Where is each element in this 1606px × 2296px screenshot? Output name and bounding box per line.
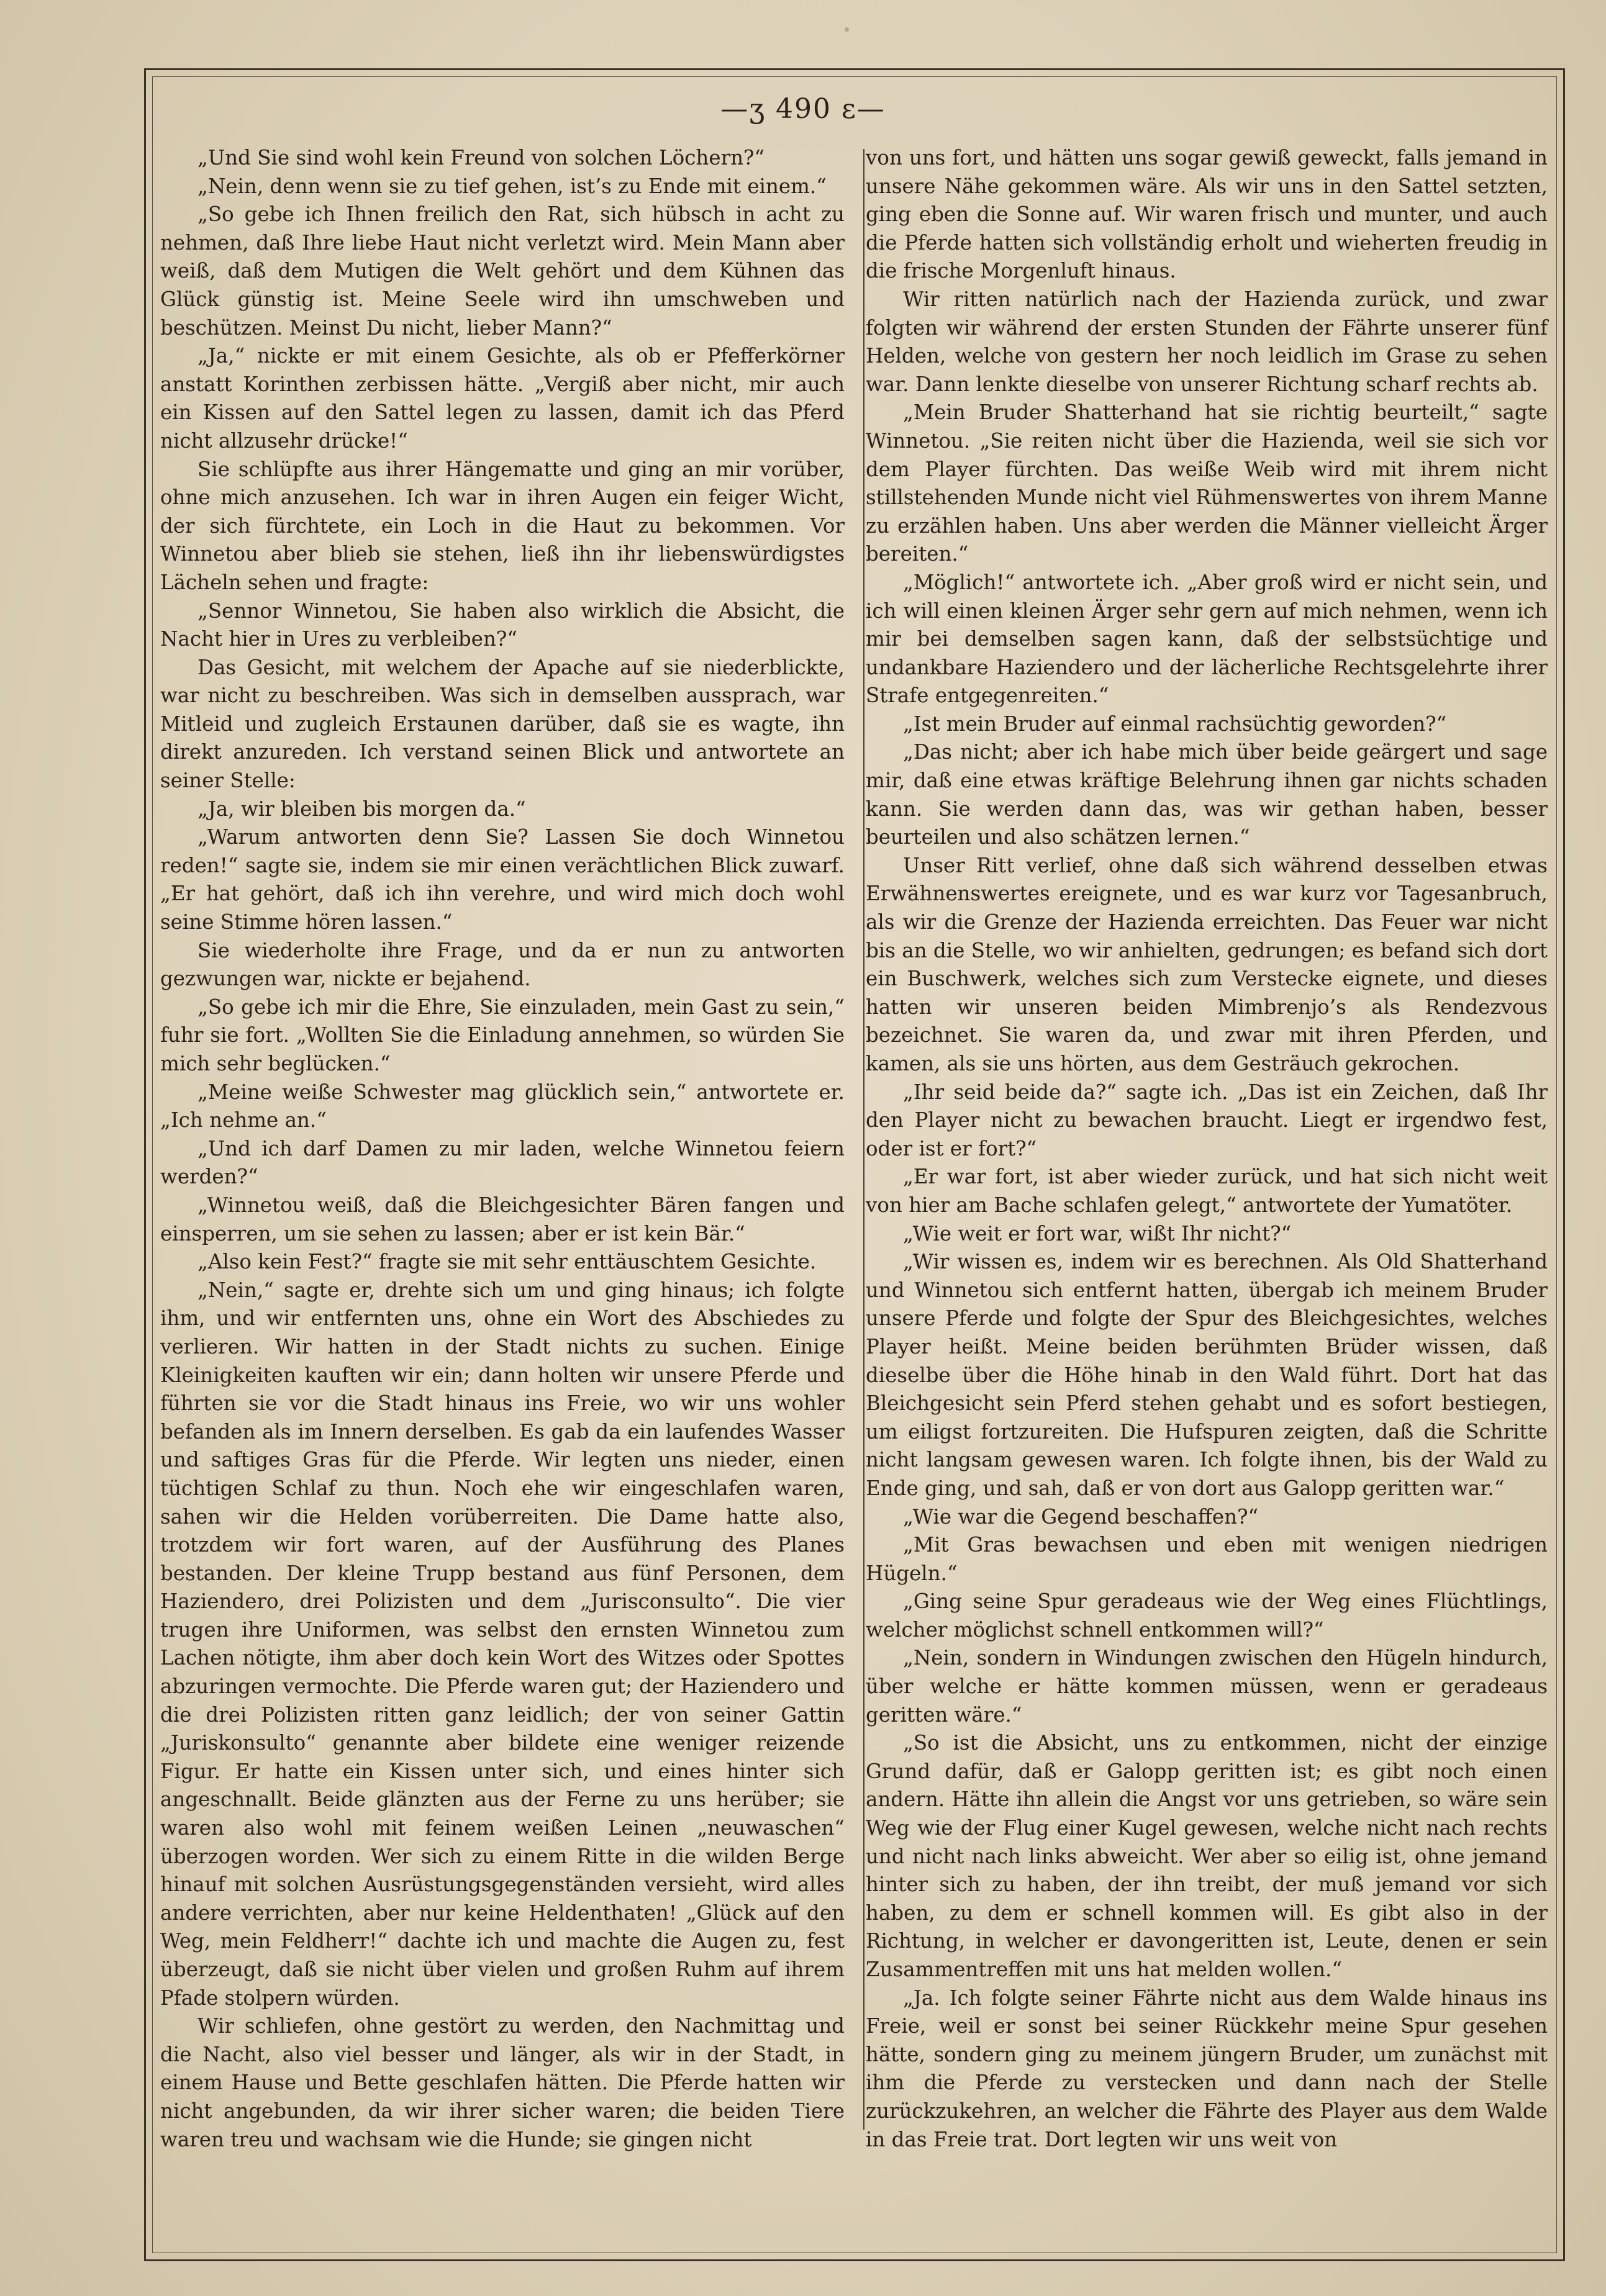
paragraph: „Winnetou weiß, daß die Bleichgesichter Bären fangen und einsperren, um sie sehen zu lassen; aber er ist kein Bär.“ [160, 1193, 845, 1245]
paragraph: „Wie war die Gegend beschaffen?“ [903, 1504, 1259, 1529]
page-number: —ʒ 490 ɛ— [720, 93, 886, 125]
paragraph: „Ja, wir bleiben bis morgen da.“ [197, 797, 526, 821]
paragraph: von uns fort, und hätten uns sogar gewiß geweckt, falls jemand in unsere Nähe gekommen wäre. Als wir uns in den Sattel setzten, ging eben die Sonne auf. Wir waren frisch und munter, und auch die Pferde hatten sich vollständig erholt und wieherten freudig in die frische Morgenluft hinaus. [866, 146, 1548, 283]
paragraph: „Ja. Ich folgte seiner Fährte nicht aus dem Walde hinaus ins Freie, weil er sonst bei seiner Rückkehr meine Spur gesehen hätte, sondern ging zu meinem jüngern Bruder, um zunächst mit ihm die Pferde zu verstecken und dann nach der Stelle zurückzukehren, an welcher die Fährte des Player aus dem Walde in das Freie trat. Dort legten wir uns weit von [866, 1986, 1548, 2151]
paragraph: „Wir wissen es, indem wir es berechnen. Als Old Shatterhand und Winnetou sich entfernt hatten, übergab ich meinem Bruder unsere Pferde und folgte der Spur des Bleichgesichtes, welches Player heißt. Meine beiden berühmten Brüder wissen, daß dieselbe über die Höhe hinab in den Wald führt. Dort hat das Bleichgesicht sein Pferd stehen gehabt und es sofort bestiegen, um eiligst fortzureiten. Die Hufspuren zeigten, daß die Schritte nicht langsam gewesen waren. Ich folgte ihnen, bis der Wald zu Ende ging, und sah, daß er von dort aus Galopp geritten war.“ [866, 1250, 1548, 1500]
paragraph: „So gebe ich Ihnen freilich den Rat, sich hübsch in acht zu nehmen, daß Ihre liebe Haut nicht verletzt wird. Mein Mann aber weiß, daß dem Mutigen die Welt gehört und dem Kühnen das Glück günstig ist. Meine Seele wird ihn umschweben und beschützen. Meinst Du nicht, lieber Mann?“ [160, 202, 845, 340]
paragraph: „Er war fort, ist aber wieder zurück, und hat sich nicht weit von hier am Bache schlafen gelegt,“ antwortete der Yumatöter. [866, 1165, 1548, 1217]
paragraph: „Ja,“ nickte er mit einem Gesichte, als ob er Pfefferkörner anstatt Korinthen zerbissen hätte. „Vergiß aber nicht, mir auch ein Kissen auf den Sattel legen zu lassen, damit ich das Pferd nicht allzusehr drücke!“ [160, 344, 845, 453]
paragraph: Das Gesicht, mit welchem der Apache auf sie niederblickte, war nicht zu beschreiben. Was sich in demselben aussprach, war Mitleid und zugleich Erstaunen darüber, daß sie es wagte, ihn direkt anzureden. Ich verstand seinen Blick und antwortete an seiner Stelle: [160, 655, 845, 793]
paragraph: „Sennor Winnetou, Sie haben also wirklich die Absicht, die Nacht hier in Ures zu verbleiben?“ [160, 599, 845, 651]
paragraph: „Warum antworten denn Sie? Lassen Sie doch Winnetou reden!“ sagte sie, indem sie mir einen verächtlichen Blick zuwarf. „Er hat gehört, daß ich ihn verehre, und wird mich doch wohl seine Stimme hören lassen.“ [160, 825, 845, 934]
paragraph: „Möglich!“ antwortete ich. „Aber groß wird er nicht sein, und ich will einen kleinen Ärger sehr gern auf mich nehmen, wenn ich mir bei demselben sagen kann, daß der selbstsüchtige und undankbare Haziendero und der lächerliche Rechtsgelehrte ihrer Strafe entgegenreiten.“ [866, 570, 1548, 708]
paragraph: „Mein Bruder Shatterhand hat sie richtig beurteilt,“ sagte Winnetou. „Sie reiten nicht über die Hazienda, weil sie sich vor dem Player fürchten. Das weiße Weib wird mit ihrem nicht stillstehenden Munde nicht viel Rühmenswertes von ihrem Manne zu erzählen haben. Uns aber werden die Männer vielleicht Ärger bereiten.“ [866, 400, 1548, 566]
paragraph: „Wie weit er fort war, wißt Ihr nicht?“ [903, 1221, 1292, 1245]
paragraph: Unser Ritt verlief, ohne daß sich während desselben etwas Erwähnenswertes ereignete, und es war kurz vor Tagesanbruch, als wir die Grenze der Hazienda erreichten. Das Feuer war nicht bis an die Stelle, wo wir anhielten, gedrungen; es befand sich dort ein Buschwerk, welches sich zum Verstecke eignete, und dieses hatten wir unseren beiden Mimbrenjo’s als Rendezvous bezeichnet. Sie waren da, und zwar mit ihren Pferden, und kamen, als sie uns hörten, aus dem Gesträuch gekrochen. [866, 853, 1548, 1075]
paragraph: Wir schliefen, ohne gestört zu werden, den Nachmittag und die Nacht, also viel besser und länger, als wir in der Stadt, in einem Hause und Bette geschlafen hätten. Die Pferde hatten wir nicht angebunden, da wir ihrer sicher waren; die beiden Tiere waren treu und wachsam wie die Hunde; sie gingen nicht [160, 2014, 845, 2151]
paragraph: „Mit Gras bewachsen und eben mit wenigen niedrigen Hügeln.“ [866, 1533, 1548, 1585]
paragraph: Wir ritten natürlich nach der Hazienda zurück, und zwar folgten wir während der ersten Stunden der Fährte unserer fünf Helden, welche von gestern her noch leidlich im Grase zu sehen war. Dann lenkte dieselbe von unserer Richtung scharf rechts ab. [866, 287, 1548, 396]
paragraph: Sie schlüpfte aus ihrer Hängematte und ging an mir vorüber, ohne mich anzusehen. Ich war in ihren Augen ein feiger Wicht, der sich fürchtete, ein Loch in die Haut zu bekommen. Vor Winnetou aber blieb sie stehen, ließ ihn ihr liebenswürdigstes Lächeln sehen und fragte: [160, 457, 845, 594]
paragraph: „Das nicht; aber ich habe mich über beide geärgert und sage mir, daß eine etwas kräftige Belehrung ihnen gar nichts schaden kann. Sie werden dann das, was wir gethan haben, besser beurteilen und also schätzen lernen.“ [866, 740, 1548, 849]
paragraph: „Und Sie sind wohl kein Freund von solchen Löchern?“ [197, 146, 765, 169]
paragraph: Sie wiederholte ihre Frage, und da er nun zu antworten gezwungen war, nickte er bejahend. [160, 938, 845, 991]
paragraph: „So ist die Absicht, uns zu entkommen, nicht der einzige Grund dafür, daß er Galopp geritten ist; es gibt noch einen andern. Hätte ihn allein die Angst vor uns getrieben, so wäre sein Weg wie der Flug einer Kugel gewesen, welche nicht nach rechts und nicht nach links abweicht. Wer aber so eilig ist, ohne jemand hinter sich zu haben, der ihn treibt, der muß jemand vor sich haben, zu dem er schnell kommen will. Es gibt also in der Richtung, in welcher er davongeritten ist, Leute, denen er sein Zusammentreffen mit uns hat melden wollen.“ [866, 1731, 1548, 1981]
paragraph: „Ist mein Bruder auf einmal rachsüchtig geworden?“ [903, 712, 1447, 736]
left-column [160, 144, 845, 2151]
paragraph: „Ging seine Spur geradeaus wie der Weg eines Flüchtlings, welcher möglichst schnell entkommen will?“ [866, 1589, 1548, 1642]
paper-speck [845, 27, 849, 32]
paragraph: „Ihr seid beide da?“ sagte ich. „Das ist ein Zeichen, daß Ihr den Player nicht zu bewachen braucht. Liegt er irgendwo fest, oder ist er fort?“ [866, 1080, 1548, 1160]
paragraph: „Meine weiße Schwester mag glücklich sein,“ antwortete er. „Ich nehme an.“ [160, 1080, 845, 1132]
paragraph: „Nein,“ sagte er, drehte sich um und ging hinaus; ich folgte ihm, und wir entfernten uns, ohne ein Wort des Abschiedes zu verlieren. Wir hatten in der Stadt nichts zu suchen. Einige Kleinigkeiten kauften wir ein; dann holten wir unsere Pferde und führten sie vor die Stadt hinaus ins Freie, wo wir uns wohler befanden als im Innern derselben. Es gab da ein laufendes Wasser und saftiges Gras für die Pferde. Wir legten uns nieder, einen tüchtigen Schlaf zu thun. Noch ehe wir eingeschlafen waren, sahen wir die Helden vorüberreiten. Die Dame hatte also, trotzdem wir fort waren, auf der Ausführung des Planes bestanden. Der kleine Trupp bestand aus fünf Personen, dem Haziendero, drei Polizisten und dem „Jurisconsulto“. Die vier trugen ihre Uniformen, was selbst den ernsten Winnetou zum Lachen nötigte, ihm aber doch kein Wort des Witzes oder Spottes abzuringen vermochte. Die Pferde waren gut; der Haziendero und die drei Polizisten ritten ganz leidlich; der von seiner Gattin „Juriskonsulto“ genannte aber bildete eine weniger reizende Figur. Er hatte ein Kissen unter sich, und eines hinter sich angeschnallt. Beide glänzten aus der Ferne zu uns herüber; sie waren also wohl mit feinem weißen Leinen „neuwaschen“ überzogen worden. Wer sich zu einem Ritte in die wilden Berge hinauf mit solchen Ausrüstungsgegenständen versieht, wird alles andere verrichten, aber nur keine Heldenthaten! „Glück auf den Weg, mein Feldherr!“ dachte ich und machte die Augen zu, fest überzeugt, daß sie nicht über vielen und großen Ruhm auf ihrem Pfade stolpern würden. [160, 1278, 845, 2010]
paragraph: „So gebe ich mir die Ehre, Sie einzuladen, mein Gast zu sein,“ fuhr sie fort. „Wollten Sie die Einladung annehmen, so würden Sie mich sehr beglücken.“ [160, 995, 845, 1075]
right-column [866, 144, 1548, 2151]
paragraph: „Nein, sondern in Windungen zwischen den Hügeln hindurch, über welche er hätte kommen müssen, wenn er geradeaus geritten wäre.“ [866, 1646, 1548, 1727]
paragraph: „Also kein Fest?“ fragte sie mit sehr enttäuschtem Gesichte. [197, 1250, 817, 1274]
paragraph: „Und ich darf Damen zu mir laden, welche Winnetou feiern werden?“ [160, 1136, 845, 1189]
paragraph: „Nein, denn wenn sie zu tief gehen, ist’s zu Ende mit einem.“ [197, 174, 827, 198]
column-divider [863, 149, 864, 2130]
